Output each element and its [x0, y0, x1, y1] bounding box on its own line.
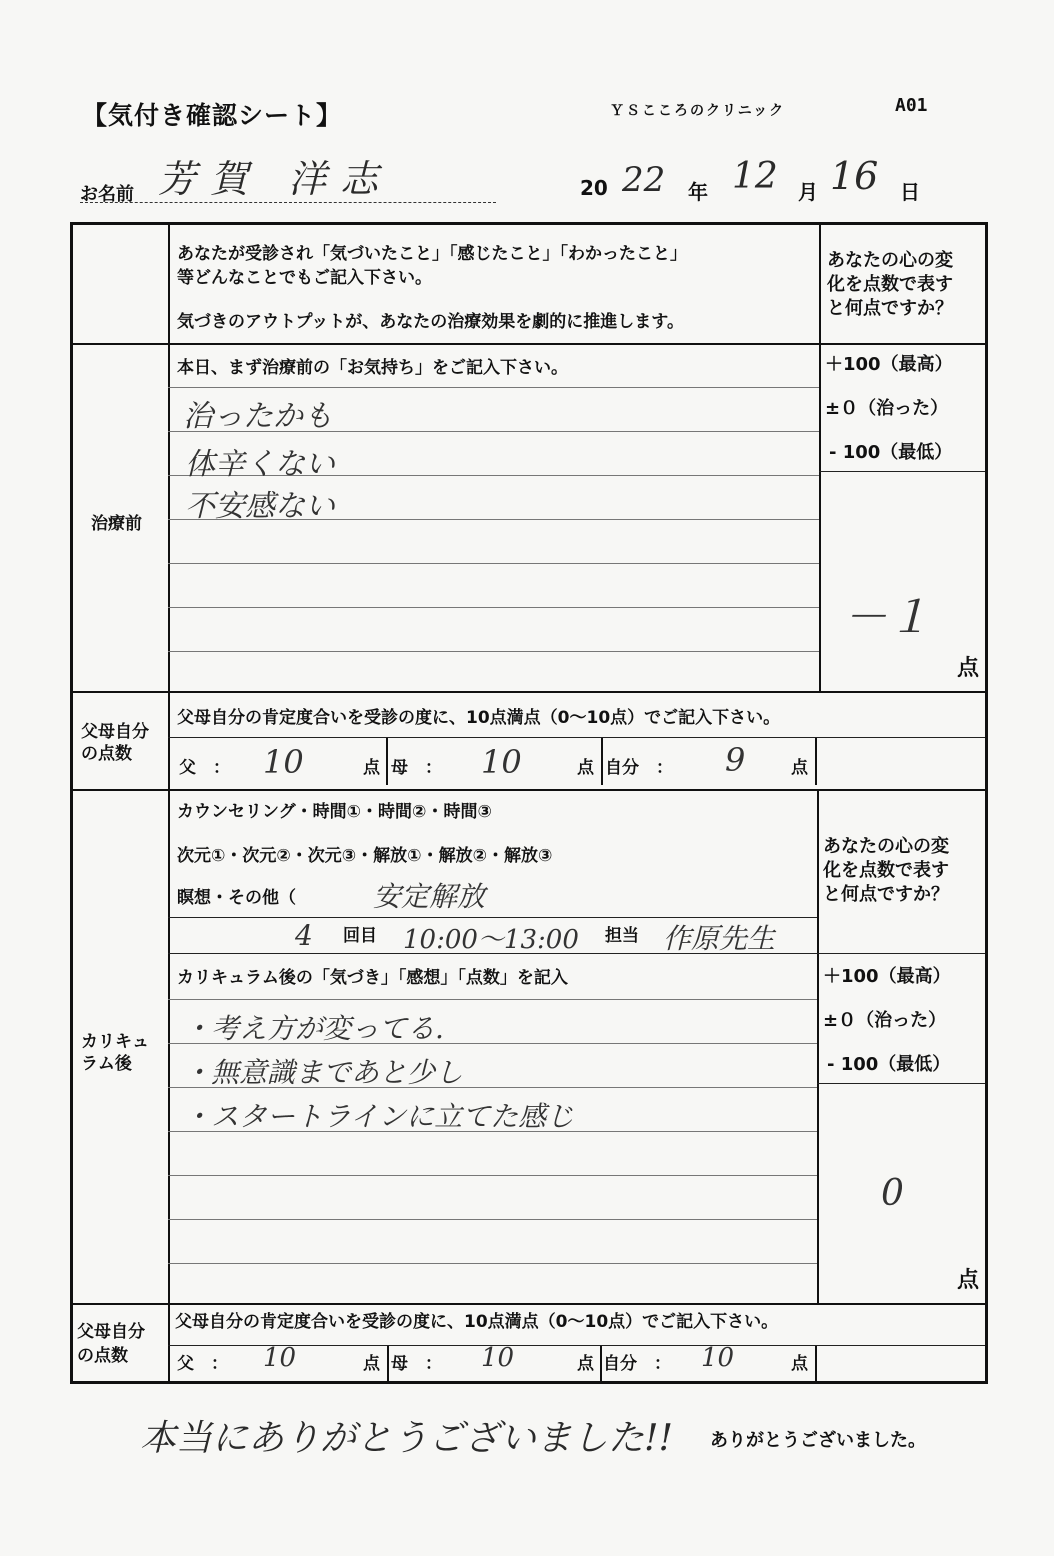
curriculum-entry-3[interactable]: ・スタートラインに立てた感じ [183, 1100, 575, 1133]
ruled-line [168, 563, 819, 564]
name-label: お名前 [80, 184, 134, 205]
row-divider-intro [73, 343, 985, 345]
row-divider-parents2 [73, 1303, 985, 1305]
curriculum-options-1: カウンセリング・時間①・時間②・時間③ [177, 802, 492, 822]
ruled-line [168, 387, 819, 388]
before-label: 治療前 [91, 514, 142, 534]
row-divider-parents1 [73, 691, 985, 693]
curriculum-entry-2[interactable]: ・無意識まであと少し [183, 1056, 464, 1089]
curriculum-options-3: 瞑想・その他（ [177, 888, 296, 908]
parents1-divider-a [386, 737, 388, 785]
before-entry-3[interactable]: 不安感ない [185, 489, 335, 524]
parents2-label-2: の点数 [77, 1346, 128, 1366]
before-prompt: 本日、まず治療前の「お気持ち」をご記入下さい。 [177, 358, 568, 378]
curriculum-score-question-1: あなたの心の変 [823, 836, 949, 857]
parents1-self-unit: 点 [791, 758, 808, 778]
curriculum-score-question-3: と何点ですか？ [823, 884, 949, 905]
parents2-self-field[interactable]: 10 [701, 1343, 735, 1373]
parents1-divider-c [815, 737, 817, 785]
parents1-self-field[interactable]: 9 [725, 741, 746, 779]
staff-field[interactable]: 作原先生 [663, 922, 776, 955]
before-entry-2[interactable]: 体辛くない [185, 447, 335, 482]
curriculum-score-unit: 点 [957, 1268, 980, 1293]
clinic-name: ＹＳこころのクリニック [610, 103, 786, 119]
form-table [70, 222, 988, 1384]
score-question-3: と何点ですか？ [827, 298, 953, 319]
parents2-father-unit: 点 [363, 1354, 380, 1374]
parents2-father-label: 父 ： [177, 1354, 228, 1374]
parents2-divider-b [600, 1345, 602, 1383]
ruled-line [168, 1175, 817, 1176]
score-column-divider-mid [817, 791, 819, 1303]
curriculum-score-field[interactable]: 0 [881, 1173, 904, 1214]
intro-line-2: 等どんなことでもご記入下さい。 [177, 268, 432, 288]
session-label: 回目 [343, 926, 377, 946]
before-entry-1[interactable]: 治ったかも [183, 399, 333, 434]
before-scale-high: ＋100（最高） [825, 354, 953, 375]
intro-line-1: あなたが受診され「気づいたこと」「感じたこと」「わかったこと」 [177, 244, 687, 264]
parents2-mother-label: 母 ： [391, 1354, 442, 1374]
curriculum-score-question-2: 化を点数で表す [823, 860, 949, 881]
curriculum-prompt: カリキュラム後の「気づき」「感想」「点数」を記入 [177, 968, 568, 988]
parents1-father-label: 父 ： [179, 758, 230, 778]
curriculum-entry-1[interactable]: ・考え方が変ってる. [183, 1012, 444, 1045]
before-scale-zero: ±０（治った） [825, 398, 949, 419]
date-day-field[interactable]: 16 [830, 154, 879, 198]
parents2-father-field[interactable]: 10 [263, 1343, 297, 1373]
sheet-code: A01 [895, 95, 928, 116]
curriculum-other-field[interactable]: 安定解放 [373, 880, 486, 913]
scale-divider-2 [817, 1083, 985, 1084]
sheet-title: 【気付き確認シート】 [82, 101, 343, 130]
curriculum-scale-high: ＋100（最高） [823, 966, 951, 987]
ruled-line [168, 1263, 817, 1264]
name-field[interactable]: 芳賀 洋志 [158, 157, 393, 201]
curriculum-label-1: カリキュ [81, 1032, 149, 1052]
row-divider-curriculum [73, 789, 985, 791]
parents2-mother-field[interactable]: 10 [481, 1343, 515, 1373]
session-number-field[interactable]: 4 [295, 919, 313, 952]
date-month-field[interactable]: 12 [732, 156, 778, 197]
parents2-self-label: 自分 ： [603, 1354, 671, 1374]
before-scale-low: - 100（最低） [829, 442, 953, 463]
parents1-father-field[interactable]: 10 [263, 743, 304, 781]
parents1-label-1: 父母自分 [81, 722, 149, 742]
curriculum-scale-low: - 100（最低） [827, 1054, 951, 1075]
parents1-prompt: 父母自分の肯定度合いを受診の度に、10点満点（0～10点）でご記入下さい。 [177, 708, 781, 728]
parents2-divider-a [387, 1345, 389, 1383]
year-label: 年 [688, 180, 708, 204]
parents2-prompt: 父母自分の肯定度合いを受診の度に、10点満点（0～10点）でご記入下さい。 [175, 1312, 779, 1332]
before-score-unit: 点 [957, 656, 980, 681]
curriculum-label-2: ラム後 [81, 1054, 132, 1074]
curriculum-scale-zero: ±０（治った） [823, 1010, 947, 1031]
parents1-mother-label: 母 ： [391, 758, 442, 778]
parents1-divider-b [601, 737, 603, 785]
parents2-divider-c [815, 1345, 817, 1383]
parents1-mother-unit: 点 [577, 758, 594, 778]
score-question-2: 化を点数で表す [827, 274, 953, 295]
left-column-divider [168, 225, 170, 1381]
parents1-mother-field[interactable]: 10 [481, 743, 522, 781]
score-column-divider-top [819, 225, 821, 691]
staff-label: 担当 [605, 926, 639, 946]
parents2-label-1: 父母自分 [77, 1322, 145, 1342]
before-score-field[interactable]: －１ [843, 592, 931, 643]
parents2-self-unit: 点 [791, 1354, 808, 1374]
parents1-self-label: 自分 ： [605, 758, 673, 778]
intro-line-3: 気づきのアウトプットが、あなたの治療効果を劇的に推進します。 [177, 312, 684, 332]
session-time-field[interactable]: 10:00～13:00 [403, 925, 579, 955]
parents1-label-2: の点数 [81, 744, 132, 764]
parents1-father-unit: 点 [363, 758, 380, 778]
scale-divider-1 [819, 471, 985, 472]
ruled-line [168, 999, 817, 1000]
ruled-line [168, 607, 819, 608]
handwritten-thanks[interactable]: 本当にありがとうございました!! [140, 1418, 673, 1459]
ruled-line [168, 1219, 817, 1220]
score-question-1: あなたの心の変 [827, 250, 953, 271]
date-year-field[interactable]: 22 [622, 160, 666, 200]
parents2-mother-unit: 点 [577, 1354, 594, 1374]
day-label: 日 [900, 180, 920, 204]
parents1-inner-line [168, 737, 985, 738]
printed-thanks: ありがとうございました。 [710, 1430, 926, 1451]
date-century: 20 [580, 176, 608, 200]
curriculum-options-2: 次元①・次元②・次元③・解放①・解放②・解放③ [177, 846, 553, 866]
ruled-line [168, 651, 819, 652]
month-label: 月 [798, 180, 818, 204]
